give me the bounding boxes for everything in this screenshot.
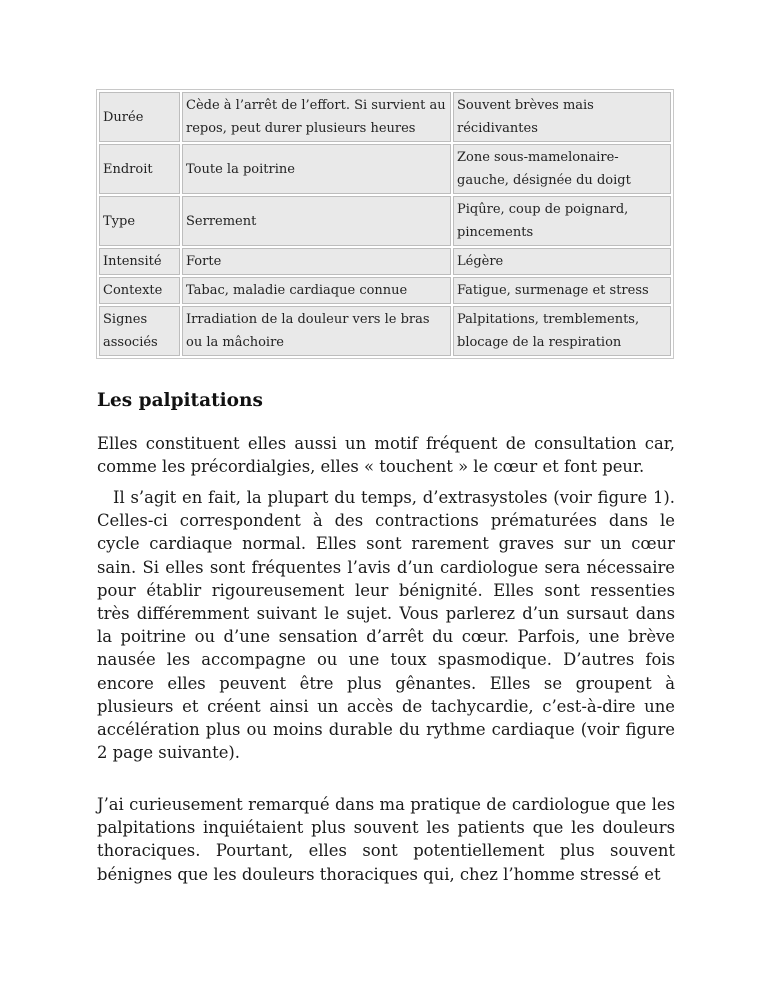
cell-precordialgie-duree: Souvent brèves mais récidivantes bbox=[453, 92, 671, 142]
section-heading: Les palpitations bbox=[97, 390, 263, 411]
comparison-table bbox=[96, 89, 674, 359]
table-row bbox=[99, 277, 671, 304]
row-label-intensite: Intensité bbox=[99, 248, 180, 275]
comparison-table-container bbox=[96, 89, 674, 359]
cell-angine-contexte: Tabac, maladie cardiaque connue bbox=[182, 277, 451, 304]
cell-angine-duree: Cède à l’arrêt de l’effort. Si survient au repos, peut durer plusieurs heures bbox=[182, 92, 451, 142]
table-row bbox=[99, 144, 671, 194]
cell-angine-type: Serrement bbox=[182, 196, 451, 246]
table-row bbox=[99, 196, 671, 246]
row-label-endroit: Endroit bbox=[99, 144, 180, 194]
cell-precordialgie-type: Piqûre, coup de poignard, pincements bbox=[453, 196, 671, 246]
row-label-contexte: Contexte bbox=[99, 277, 180, 304]
cell-precordialgie-signes: Palpitations, tremblements, blocage de la respiration bbox=[453, 306, 671, 356]
cell-precordialgie-contexte: Fatigue, surmenage et stress bbox=[453, 277, 671, 304]
paragraph-observation: J’ai curieusement remarqué dans ma pratique de cardiologue que les palpitations inquiétaient plus souvent les patients que les douleurs thoraciques. Pourtant, elles sont potentiellement plus souvent bénignes que les douleurs thoraciques qui, chez l’homme stressé et bbox=[97, 795, 675, 884]
paragraph-extrasystoles: Il s’agit en fait, la plupart du temps, d’extrasystoles (voir figure 1). Celles-ci correspondent à des contractions prématurées dans le cycle cardiaque normal. Elles sont rarement graves sur un cœur sain. Si elles sont fréquentes l’avis d’un cardiologue sera nécessaire pour établir rigoureusement leur bénignité. Elles sont ressenties très différemment suivant le sujet. Vous parlerez d’un sursaut dans la poitrine ou d’une sensation d’arrêt du cœur. Parfois, une brève nausée les accompagne ou une toux spasmodique. D’autres fois encore elles peuvent être plus gênantes. Elles se groupent à plusieurs et créent ainsi un accès de tachycardie, c’est-à-dire une accélération plus ou moins durable du rythme cardiaque (voir figure 2 page suivante). bbox=[97, 488, 675, 763]
table-row bbox=[99, 306, 671, 356]
paragraph-intro: Elles constituent elles aussi un motif fréquent de consultation car, comme les précordialgies, elles « touchent » le cœur et font peur. bbox=[97, 434, 675, 477]
cell-precordialgie-endroit: Zone sous-mamelonaire-gauche, désignée du doigt bbox=[453, 144, 671, 194]
row-label-duree: Durée bbox=[99, 92, 180, 142]
cell-angine-intensite: Forte bbox=[182, 248, 451, 275]
row-label-type: Type bbox=[99, 196, 180, 246]
table-row bbox=[99, 92, 671, 142]
cell-angine-endroit: Toute la poitrine bbox=[182, 144, 451, 194]
cell-angine-signes: Irradiation de la douleur vers le bras ou la mâchoire bbox=[182, 306, 451, 356]
row-label-signes: Signes associés bbox=[99, 306, 180, 356]
table-row bbox=[99, 248, 671, 275]
cell-precordialgie-intensite: Légère bbox=[453, 248, 671, 275]
